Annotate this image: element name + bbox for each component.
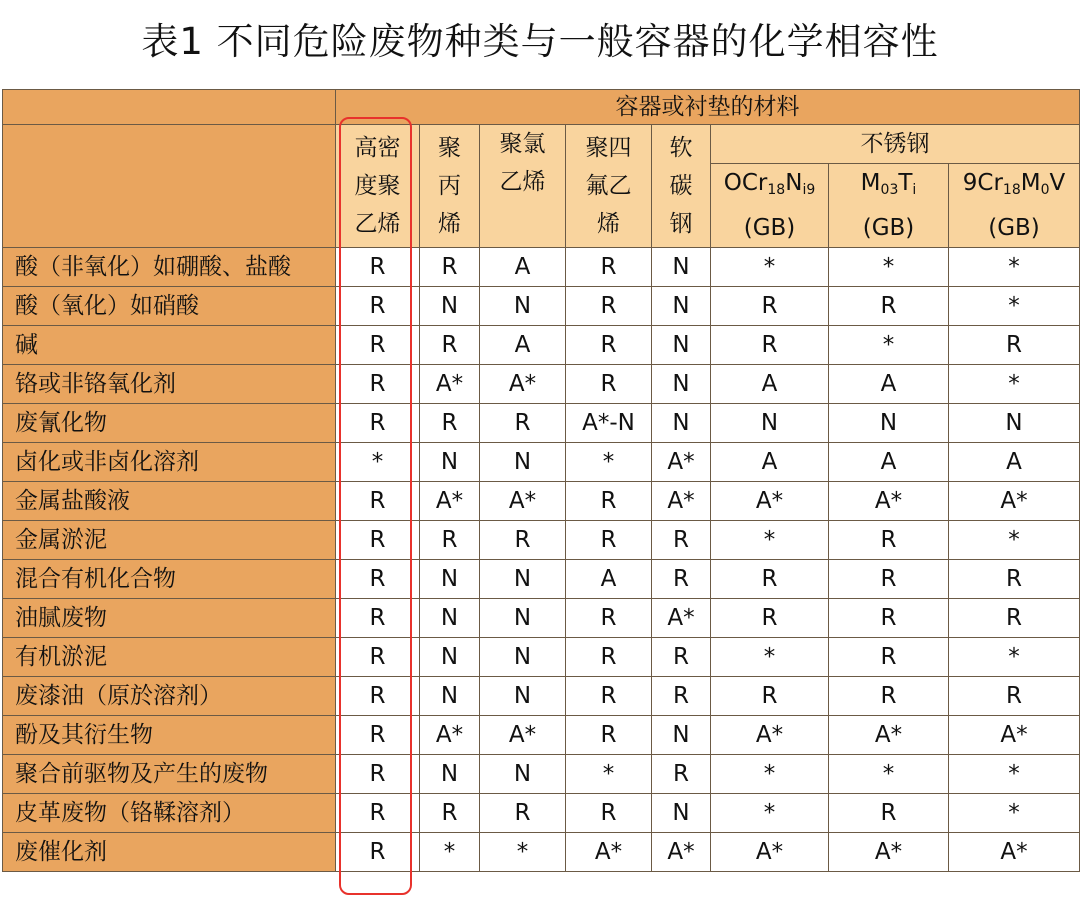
- corner-cell-lower: [3, 125, 336, 248]
- compat-cell: R: [336, 326, 420, 365]
- compat-cell: R: [336, 521, 420, 560]
- compat-cell: A*: [652, 833, 711, 872]
- compat-cell: R: [829, 599, 949, 638]
- table-row: [3, 248, 1080, 287]
- compat-cell: N: [480, 599, 566, 638]
- compat-cell: *: [949, 638, 1080, 677]
- waste-type-label: 废漆油（原於溶剂）: [3, 677, 336, 716]
- compat-cell: A*: [949, 482, 1080, 521]
- compat-cell: A*: [420, 716, 480, 755]
- compat-cell: R: [480, 404, 566, 443]
- compat-cell: N: [480, 287, 566, 326]
- material-header-line: 乙烯: [499, 169, 546, 195]
- steel-grade-header: [949, 164, 1080, 248]
- compat-cell: R: [566, 482, 652, 521]
- material-header-pvc: [480, 125, 566, 248]
- compat-cell: A: [711, 365, 829, 404]
- compat-cell: A*: [420, 365, 480, 404]
- compat-cell: N: [711, 404, 829, 443]
- compat-cell: R: [949, 677, 1080, 716]
- compat-cell: *: [711, 248, 829, 287]
- compat-cell: R: [336, 833, 420, 872]
- compat-cell: N: [480, 560, 566, 599]
- table-row: [3, 833, 1080, 872]
- waste-type-label: 金属淤泥: [3, 521, 336, 560]
- compat-cell: A: [480, 326, 566, 365]
- compat-cell: A*: [829, 716, 949, 755]
- compat-cell: R: [566, 794, 652, 833]
- compat-cell: A*: [711, 833, 829, 872]
- compat-cell: R: [566, 248, 652, 287]
- table-row: [3, 287, 1080, 326]
- compat-cell: N: [420, 599, 480, 638]
- material-header-line: 烯: [438, 211, 461, 237]
- compat-cell: R: [829, 560, 949, 599]
- material-header-line: 聚氯: [499, 131, 546, 157]
- compat-cell: *: [711, 755, 829, 794]
- compat-cell: *: [480, 833, 566, 872]
- compat-cell: R: [336, 677, 420, 716]
- compat-cell: N: [480, 638, 566, 677]
- compat-cell: A*: [566, 833, 652, 872]
- waste-type-label: 铬或非铬氧化剂: [3, 365, 336, 404]
- table-row: [3, 365, 1080, 404]
- compat-cell: A*-N: [566, 404, 652, 443]
- compat-cell: A*: [480, 365, 566, 404]
- compat-cell: R: [711, 560, 829, 599]
- material-header-line: 聚四: [585, 135, 632, 161]
- compat-cell: N: [480, 443, 566, 482]
- compat-cell: R: [420, 404, 480, 443]
- material-header-line: 乙烯: [354, 211, 401, 237]
- compat-cell: R: [420, 794, 480, 833]
- material-header-pp: [420, 125, 480, 248]
- compat-cell: N: [652, 248, 711, 287]
- compat-cell: *: [949, 794, 1080, 833]
- steel-grade-name: $9Cr_{18}M_0V$: [962, 170, 1066, 198]
- compat-cell: R: [652, 638, 711, 677]
- compat-cell: A: [711, 443, 829, 482]
- steel-grade-standard: (GB): [988, 215, 1040, 241]
- compat-cell: A*: [949, 716, 1080, 755]
- table-row: [3, 404, 1080, 443]
- compat-cell: R: [480, 794, 566, 833]
- compat-cell: A: [829, 365, 949, 404]
- compat-cell: R: [829, 677, 949, 716]
- compat-cell: R: [336, 365, 420, 404]
- table-row: [3, 482, 1080, 521]
- steel-grade-standard: (GB): [862, 215, 915, 241]
- compat-cell: R: [566, 326, 652, 365]
- compatibility-table: [2, 89, 1080, 872]
- compat-cell: *: [566, 755, 652, 794]
- compat-cell: R: [566, 677, 652, 716]
- table-row: [3, 521, 1080, 560]
- compat-cell: R: [652, 755, 711, 794]
- compat-cell: R: [652, 521, 711, 560]
- material-header-hdpe: [336, 125, 420, 248]
- compat-cell: R: [829, 287, 949, 326]
- compat-cell: R: [566, 638, 652, 677]
- waste-type-label: 金属盐酸液: [3, 482, 336, 521]
- compat-cell: N: [652, 716, 711, 755]
- compat-cell: N: [652, 794, 711, 833]
- compat-cell: A*: [829, 482, 949, 521]
- material-header-line: 氟乙: [585, 173, 632, 199]
- compat-cell: R: [711, 599, 829, 638]
- steel-grade-name: $OCr_{18}N_{i9}$: [723, 170, 816, 198]
- compat-cell: *: [949, 755, 1080, 794]
- steel-grade-name: $M_{03}T_i$: [860, 170, 917, 198]
- compat-cell: R: [711, 326, 829, 365]
- compat-cell: R: [420, 248, 480, 287]
- table-row: [3, 560, 1080, 599]
- compat-cell: N: [480, 755, 566, 794]
- material-group-header: 容器或衬垫的材料: [336, 90, 1080, 125]
- waste-type-label: 酚及其衍生物: [3, 716, 336, 755]
- compat-cell: R: [652, 677, 711, 716]
- steel-grade-header: [829, 164, 949, 248]
- compat-cell: *: [829, 326, 949, 365]
- compat-cell: R: [336, 287, 420, 326]
- corner-cell: [3, 90, 336, 125]
- compat-cell: R: [336, 716, 420, 755]
- table-row: [3, 443, 1080, 482]
- compat-cell: N: [420, 638, 480, 677]
- compat-cell: *: [711, 638, 829, 677]
- material-header-mild-steel: [652, 125, 711, 248]
- compat-cell: *: [949, 248, 1080, 287]
- compat-cell: *: [566, 443, 652, 482]
- compat-cell: A: [949, 443, 1080, 482]
- compat-cell: *: [336, 443, 420, 482]
- compat-cell: R: [949, 599, 1080, 638]
- compat-cell: R: [336, 560, 420, 599]
- compat-cell: A: [480, 248, 566, 287]
- compat-cell: A*: [480, 716, 566, 755]
- table-row: [3, 599, 1080, 638]
- compat-cell: R: [829, 521, 949, 560]
- compat-cell: *: [949, 521, 1080, 560]
- compat-cell: *: [949, 365, 1080, 404]
- compat-cell: R: [949, 326, 1080, 365]
- compat-cell: N: [652, 326, 711, 365]
- compat-cell: R: [336, 599, 420, 638]
- compat-cell: A*: [652, 482, 711, 521]
- compat-cell: *: [711, 521, 829, 560]
- material-header-line: 碳: [669, 173, 693, 199]
- compat-cell: A*: [949, 833, 1080, 872]
- compat-cell: R: [711, 677, 829, 716]
- header-row-materials: [3, 125, 1080, 164]
- compat-cell: R: [829, 794, 949, 833]
- table-row: [3, 794, 1080, 833]
- compat-cell: N: [652, 404, 711, 443]
- waste-type-label: 有机淤泥: [3, 638, 336, 677]
- steel-grade-standard: (GB): [743, 215, 796, 241]
- material-header-line: 烯: [597, 211, 620, 237]
- compat-cell: R: [420, 326, 480, 365]
- compat-cell: N: [420, 677, 480, 716]
- compat-cell: *: [829, 248, 949, 287]
- table-row: [3, 755, 1080, 794]
- waste-type-label: 酸（非氧化）如硼酸、盐酸: [3, 248, 336, 287]
- compat-cell: A*: [480, 482, 566, 521]
- waste-type-label: 碱: [3, 326, 336, 365]
- compat-cell: R: [336, 755, 420, 794]
- compat-cell: A: [566, 560, 652, 599]
- compat-cell: N: [480, 677, 566, 716]
- compat-cell: R: [480, 521, 566, 560]
- compat-cell: *: [949, 287, 1080, 326]
- compat-cell: *: [829, 755, 949, 794]
- compat-cell: R: [420, 521, 480, 560]
- waste-type-label: 混合有机化合物: [3, 560, 336, 599]
- compat-cell: A*: [829, 833, 949, 872]
- compat-cell: R: [566, 287, 652, 326]
- material-header-line: 聚: [438, 135, 461, 161]
- material-header-ptfe: [566, 125, 652, 248]
- waste-type-label: 酸（氧化）如硝酸: [3, 287, 336, 326]
- compat-cell: R: [566, 716, 652, 755]
- compat-cell: N: [829, 404, 949, 443]
- compat-cell: R: [949, 560, 1080, 599]
- compat-cell: R: [566, 521, 652, 560]
- compat-cell: N: [949, 404, 1080, 443]
- waste-type-label: 废氰化物: [3, 404, 336, 443]
- compat-cell: N: [420, 755, 480, 794]
- waste-type-label: 油腻废物: [3, 599, 336, 638]
- compat-cell: R: [336, 248, 420, 287]
- waste-type-label: 废催化剂: [3, 833, 336, 872]
- waste-type-label: 皮革废物（铬鞣溶剂）: [3, 794, 336, 833]
- table-row: [3, 326, 1080, 365]
- compat-cell: N: [420, 560, 480, 599]
- compat-cell: R: [566, 365, 652, 404]
- compat-cell: A*: [711, 716, 829, 755]
- compat-cell: N: [420, 287, 480, 326]
- compat-cell: R: [829, 638, 949, 677]
- compat-cell: R: [336, 404, 420, 443]
- page-title: 表1 不同危险废物种类与一般容器的化学相容性: [141, 20, 939, 63]
- waste-type-label: 卤化或非卤化溶剂: [3, 443, 336, 482]
- table-row: [3, 638, 1080, 677]
- compat-cell: R: [336, 482, 420, 521]
- table-row: [3, 716, 1080, 755]
- material-header-line: 丙: [438, 173, 461, 199]
- compat-cell: A*: [652, 599, 711, 638]
- compat-cell: R: [652, 560, 711, 599]
- compat-cell: N: [652, 287, 711, 326]
- material-header-line: 高密: [354, 135, 401, 161]
- compat-cell: R: [566, 599, 652, 638]
- stainless-steel-header: 不锈钢: [711, 125, 1080, 164]
- steel-grade-header: [711, 164, 829, 248]
- compat-cell: A*: [420, 482, 480, 521]
- compat-cell: A*: [652, 443, 711, 482]
- waste-type-label: 聚合前驱物及产生的废物: [3, 755, 336, 794]
- compat-cell: *: [420, 833, 480, 872]
- compat-cell: R: [336, 794, 420, 833]
- compat-cell: N: [420, 443, 480, 482]
- material-header-line: 度聚: [354, 173, 401, 199]
- material-header-line: 钢: [669, 211, 693, 237]
- compat-cell: A: [829, 443, 949, 482]
- material-header-line: 软: [669, 135, 693, 161]
- header-row-group: [3, 90, 1080, 125]
- compat-cell: *: [711, 794, 829, 833]
- compat-cell: R: [336, 638, 420, 677]
- compat-cell: R: [711, 287, 829, 326]
- compat-cell: A*: [711, 482, 829, 521]
- compat-cell: N: [652, 365, 711, 404]
- table-row: [3, 677, 1080, 716]
